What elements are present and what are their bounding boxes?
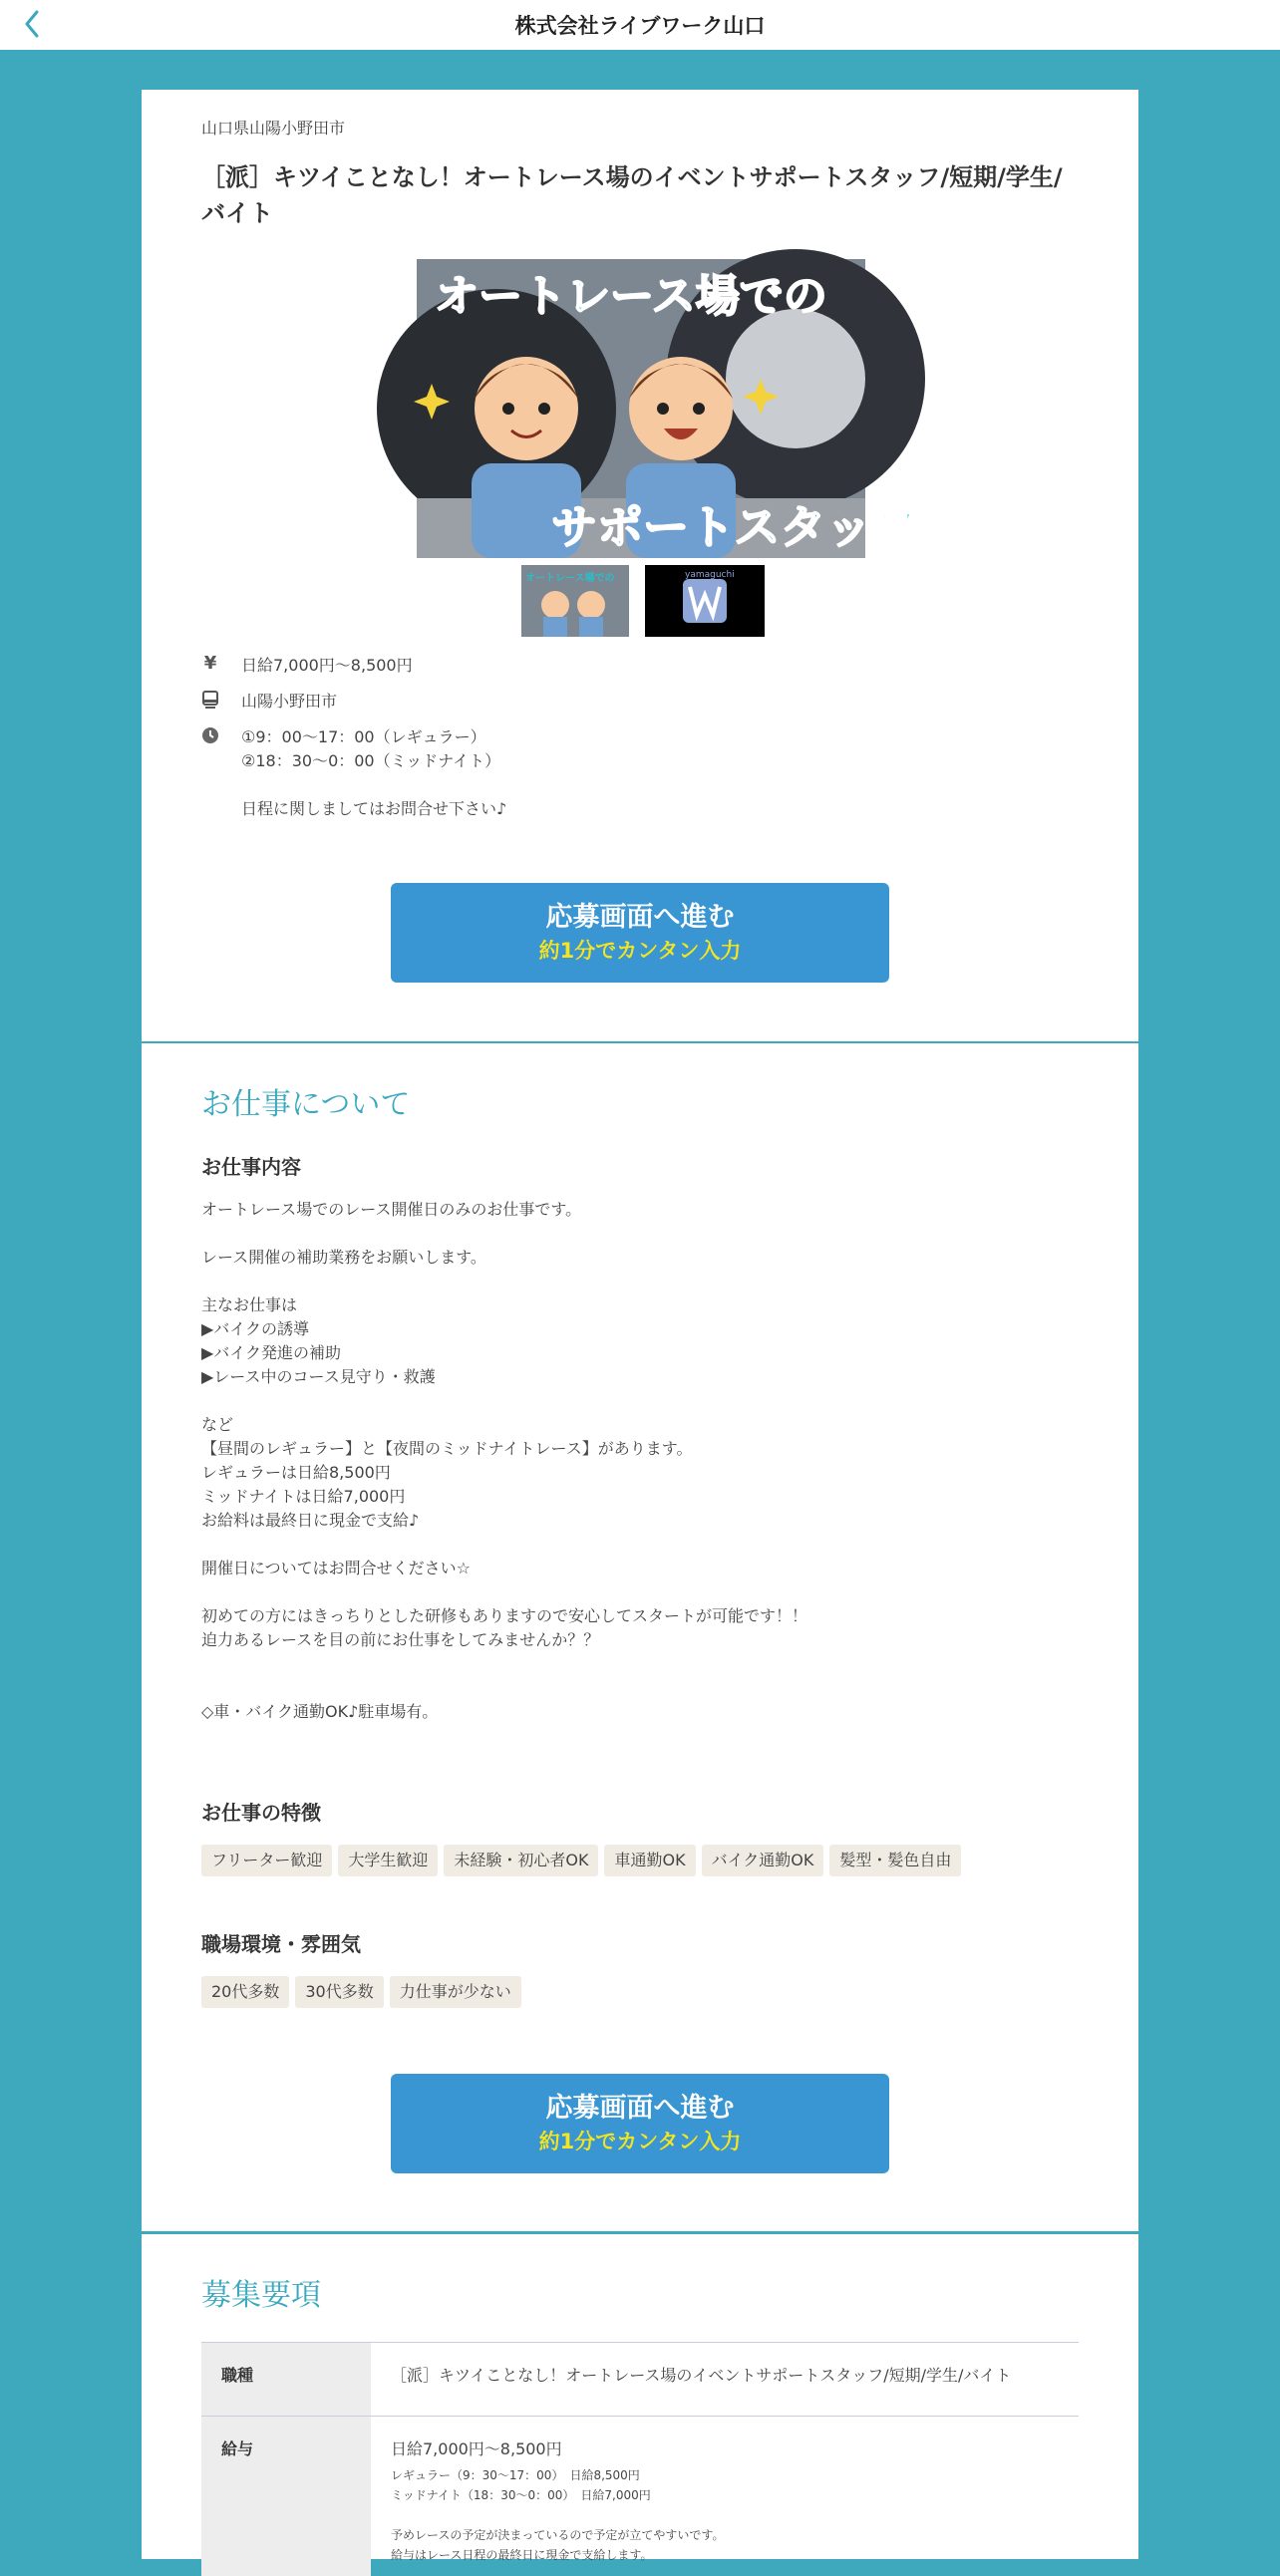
salary-row [201,654,413,678]
svg-text:オートレース場での: オートレース場での [435,271,827,322]
image-thumbnail-2[interactable] [645,565,765,637]
environment-tag: 20代多数 [201,1976,289,2008]
image-thumbnail-1[interactable] [521,565,629,637]
salary-detail: レギュラー（9：30～17：00） 日給8,500円 ミッドナイト（18：30～0：00） 日給7,000円 予めレースの予定が決まっているので予定が立てやすいです。 給与はレース日程の最終日に現金で支給します。 [391,2468,725,2562]
apply-button-sublabel: 約1分でカンタン入力 [538,2130,742,2153]
feature-tag: バイク通勤OK [702,1845,824,1876]
environment-heading: 職場環境・雰囲気 [201,1932,361,1956]
feature-tag: 髪型・髪色自由 [829,1845,961,1876]
clock-icon [201,726,219,744]
hours-note: 日程に関しましてはお問合せ下さい♪ [241,799,507,818]
salary-text: 日給7,000円〜8,500円 [241,656,413,675]
feature-tag: 車通勤OK [604,1845,695,1876]
top-bar [0,0,1280,50]
apply-button[interactable] [391,2074,889,2173]
environment-tag: 30代多数 [295,1976,383,2008]
back-button[interactable] [14,6,50,42]
requirements-card [142,2234,1138,2562]
chevron-left-icon [24,10,40,38]
table-row [201,2417,1079,2576]
salary-value-cell [371,2417,1079,2576]
job-description: オートレース場でのレース開催日のみのお仕事です。 レース開催の補助業務をお願いします。 主なお仕事は ▶バイクの誘導 ▶バイク発進の補助 ▶レース中のコース見守り・救護 など 【昼間のレギュラー】と【夜間のミッドナイトレース】があります。 レギュラーは日給8,500円 ミッドナイトは日給7,000円 お給料は最終日に現金で支給♪ 開催日についてはお問合せください☆ 初めての方にはきっちりとした研修もありますので安心してスタートが可能です！！ 迫力あるレースを目の前にお仕事をしてみませんか？？ ◇車・バイク通勤OK♪駐車場有。 [201,1200,808,1721]
features-tags [201,1845,961,1876]
station-row [201,690,337,714]
section-title-about: お仕事について [201,1087,411,1122]
apply-button-label: 応募画面へ進む [545,902,735,933]
job-main-image [417,259,918,558]
feature-tag: 未経験・初心者OK [444,1845,598,1876]
job-summary-card [142,90,1138,1041]
table-row [201,2343,1079,2417]
salary-value: 日給7,000円〜8,500円 [391,2439,562,2458]
feature-tag: フリーター歓迎 [201,1845,332,1876]
yen-icon: ¥ [203,653,217,674]
apply-button-label: 応募画面へ進む [545,2093,735,2124]
features-heading: お仕事の特徴 [201,1801,321,1825]
hours-row [201,725,506,821]
section-title-requirements: 募集要項 [201,2278,321,2313]
company-name: 株式会社ライブワーク山口 [514,14,766,38]
svg-text:オートレース場での: オートレース場での [525,573,615,584]
apply-button-sublabel: 約1分でカンタン入力 [538,939,742,963]
train-icon [201,691,219,709]
salary-label: 給与 [201,2417,371,2576]
environment-tag: 力仕事が少ない [390,1976,521,2008]
hours-line-1: ①9：00～17：00（レギュラー） [241,727,486,746]
job-about-card [142,1043,1138,2231]
station-text: 山陽小野田市 [241,692,338,711]
content-heading: お仕事内容 [201,1155,301,1179]
requirements-table [201,2342,1079,2576]
hours-line-2: ②18：30～0：00（ミッドナイト） [241,751,501,770]
apply-button[interactable] [391,883,889,983]
svg-text:yamaguchi: yamaguchi [685,570,735,580]
job-title: ［派］キツイことなし！オートレース場のイベントサポートスタッフ/短期/学生/バイト [201,163,1063,227]
feature-tag: 大学生歓迎 [338,1845,438,1876]
job-type-label: 職種 [201,2343,371,2416]
job-location: 山口県山陽小野田市 [201,119,346,138]
job-type-value: ［派］キツイことなし！オートレース場のイベントサポートスタッフ/短期/学生/バイト [391,2366,1012,2385]
svg-text:サポートスタッフ: サポートスタッフ [551,500,918,554]
environment-tags [201,1976,521,2008]
